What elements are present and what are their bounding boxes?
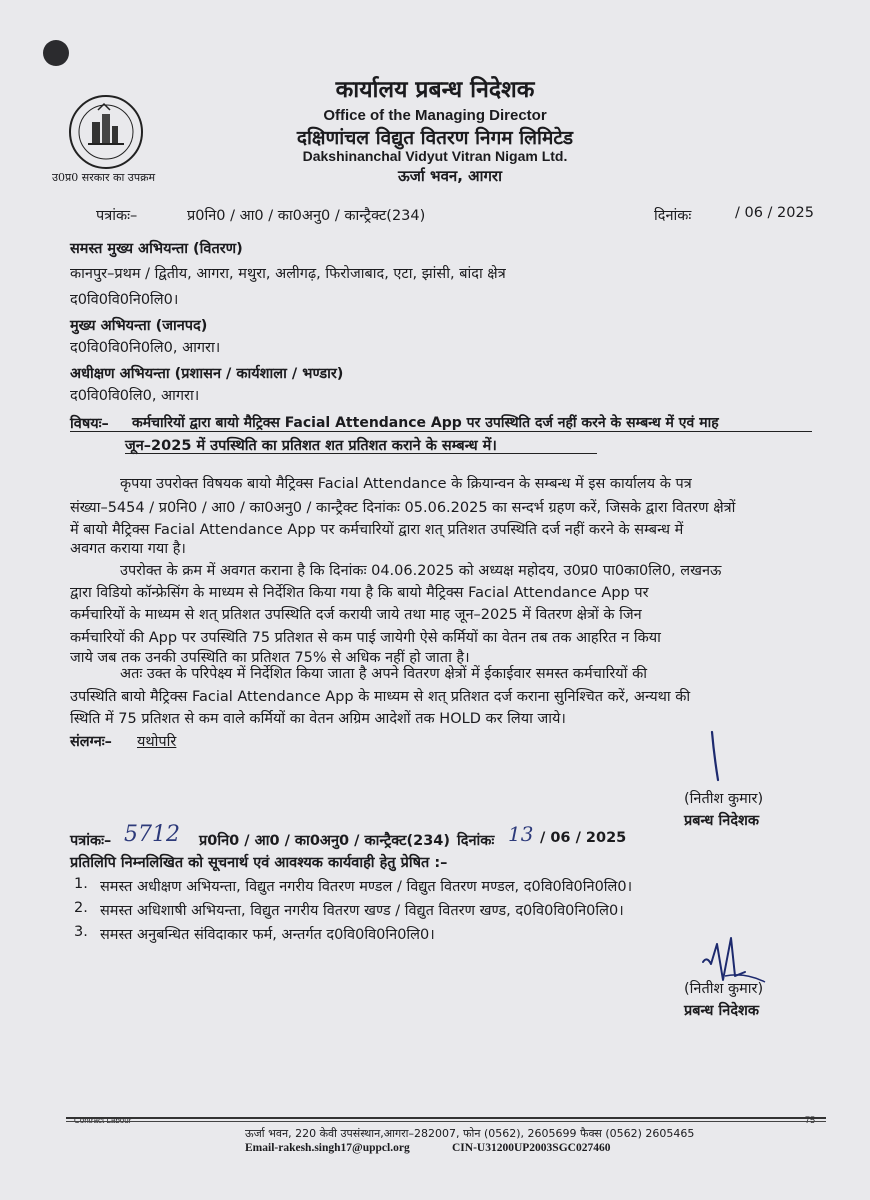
body-line: जाये जब तक उनकी उपस्थिति का प्रतिशत 75% से अधिक नहीं हो जाता है।	[70, 650, 470, 666]
body-line: में बायो मैट्रिक्स Facial Attendance App पर कर्मचारियों द्वारा शत् प्रतिशत उपस्थिति दर्ज नहीं करने के सम्बन्ध में	[70, 522, 684, 538]
date-value: / 06 / 2025	[735, 205, 814, 221]
copy-ref-label: पत्रांकः–	[70, 833, 112, 849]
company-name-hindi: दक्षिणांचल विद्युत वितरण निगम लिमिटेड	[296, 127, 574, 149]
copy-item-number: 3.	[74, 924, 88, 940]
footer-email: Email-rakesh.singh17@uppcl.org	[245, 1142, 410, 1154]
footer-divider	[66, 1121, 826, 1122]
copy-ref-handwritten: 5712	[124, 822, 180, 847]
copy-item-text: समस्त अनुबन्धित संविदाकार फर्म, अन्तर्गत द0वि0वि0नि0लि0।	[100, 927, 435, 943]
subject-label: विषयः–	[70, 416, 109, 432]
page-number: 75	[805, 1115, 816, 1125]
body-line: अवगत कराया गया है।	[70, 541, 186, 557]
ref-label: पत्रांकः–	[96, 208, 138, 224]
punch-hole	[43, 40, 69, 66]
copy-item-number: 2.	[74, 900, 88, 916]
office-title-hindi: कार्यालय प्रबन्ध निदेशक	[335, 77, 535, 103]
copy-ref-number: प्र0नि0 / आ0 / का0अनु0 / कान्ट्रैक्ट(234)	[199, 833, 450, 849]
body-line: कृपया उपरोक्त विषयक बायो मैट्रिक्स Facial Attendance के क्रियान्वन के सम्बन्ध में इस कार्यालय के पत्र	[120, 476, 692, 492]
company-name-english: Dakshinanchal Vidyut Vitran Nigam Ltd.	[302, 148, 568, 164]
body-line: कर्मचारियों के माध्यम से शत् प्रतिशत उपस्थिति दर्ज करायी जाये तथा माह जून–2025 में वितरण क्षेत्रों के जिन	[70, 607, 642, 623]
copy-item-number: 1.	[74, 876, 88, 892]
copy-intro: प्रतिलिपि निम्नलिखित को सूचनार्थ एवं आवश्यक कार्यवाही हेतु प्रेषित :–	[70, 855, 448, 871]
recipient-title: मुख्य अभियन्ता (जानपद)	[70, 318, 208, 334]
footer-cin: CIN-U31200UP2003SGC027460	[452, 1142, 611, 1154]
enclosure-value: यथोपरि	[137, 734, 177, 750]
footer-note: Contract Labour	[74, 1116, 132, 1125]
footer-divider	[66, 1117, 826, 1119]
location-hindi: ऊर्जा भवन, आगरा	[398, 167, 502, 185]
ref-number: प्र0नि0 / आ0 / का0अनु0 / कान्ट्रैक्ट(234)	[187, 208, 426, 224]
signature-mark	[700, 730, 730, 785]
date-label: दिनांकः	[654, 208, 692, 224]
body-line: अतः उक्त के परिपेक्ष्य में निर्देशित किया जाता है अपने वितरण क्षेत्रों में ईकाईवार समस्त कर्मचारियों की	[120, 666, 647, 682]
signatory-designation: प्रबन्ध निदेशक	[684, 813, 760, 829]
recipient-title: अधीक्षण अभियन्ता (प्रशासन / कार्यशाला / भण्डार)	[70, 366, 344, 382]
office-title-english: Office of the Managing Director	[323, 107, 547, 124]
signatory-designation: प्रबन्ध निदेशक	[684, 1003, 760, 1019]
copy-item-text: समस्त अधिशाषी अभियन्ता, विद्युत नगरीय वितरण खण्ड / विद्युत वितरण खण्ड, द0वि0वि0नि0लि0।	[100, 903, 624, 919]
subject-underline	[125, 453, 597, 454]
copy-item-text: समस्त अधीक्षण अभियन्ता, विद्युत नगरीय वितरण मण्डल / विद्युत वितरण मण्डल, द0वि0वि0नि0लि0।	[100, 879, 633, 895]
recipient-line: द0वि0वि0नि0लि0।	[70, 292, 179, 308]
body-line: संख्या–5454 / प्र0नि0 / आ0 / का0अनु0 / कान्ट्रैक्ट दिनांकः 05.06.2025 का सन्दर्भ ग्रहण करें, जिसके द्वारा वितरण क्षेत्रों	[70, 500, 736, 516]
copy-date-label: दिनांकः	[457, 833, 495, 849]
enclosure-label: संलग्नः–	[70, 734, 112, 750]
recipient-title: समस्त मुख्य अभियन्ता (वितरण)	[70, 241, 243, 257]
recipient-line: द0वि0वि0नि0लि0, आगरा।	[70, 340, 221, 356]
body-line: द्वारा विडियो कॉन्फ्रेसिंग के माध्यम से निर्देशित किया गया है कि बायो मैट्रिक्स Facial Attendance App पर	[70, 585, 649, 601]
subject-line-2: जून–2025 में उपस्थिति का प्रतिशत शत प्रतिशत कराने के सम्बन्ध में।	[125, 438, 497, 454]
body-line: कर्मचारियों की App पर उपस्थिति 75 प्रतिशत से कम पाई जायेगी ऐसे कर्मियों का वेतन तब तक आहरित न किया	[70, 630, 661, 646]
subject-line-1: कर्मचारियों द्वारा बायो मैट्रिक्स Facial Attendance App पर उपस्थिति दर्ज नहीं करने के सम्बन्ध में एवं माह	[132, 415, 719, 431]
body-line: स्थिति में 75 प्रतिशत से कम वाले कर्मियों का वेतन अग्रिम आदेशों तक HOLD कर लिया जाये।	[70, 711, 566, 727]
copy-date-value: / 06 / 2025	[540, 830, 627, 846]
signatory-name: (नितीश कुमार)	[684, 791, 764, 807]
body-line: उपस्थिति बायो मैट्रिक्स Facial Attendance App के माध्यम से शत् प्रतिशत दर्ज कराना सुनिश्चित करें, अन्यथा की	[70, 689, 691, 705]
copy-date-handwritten: 13	[508, 822, 534, 846]
body-line: उपरोक्त के क्रम में अवगत कराना है कि दिनांकः 04.06.2025 को अध्यक्ष महोदय, उ0प्र0 पा0का0लि0, लखनऊ	[120, 563, 722, 579]
recipient-line: कानपुर–प्रथम / द्वितीय, आगरा, मथुरा, अलीगढ़, फिरोजाबाद, एटा, झांसी, बांदा क्षेत्र	[70, 266, 506, 282]
subject-underline	[70, 431, 812, 432]
logo-caption: उ0प्र0 सरकार का उपक्रम	[52, 171, 156, 184]
signatory-name: (नितीश कुमार)	[684, 981, 764, 997]
footer-address: ऊर्जा भवन, 220 केवी उपसंस्थान,आगरा–282007, फोन (0562), 2605699 फैक्स (0562) 2605465	[245, 1127, 695, 1140]
recipient-line: द0वि0वि0लि0, आगरा।	[70, 388, 200, 404]
